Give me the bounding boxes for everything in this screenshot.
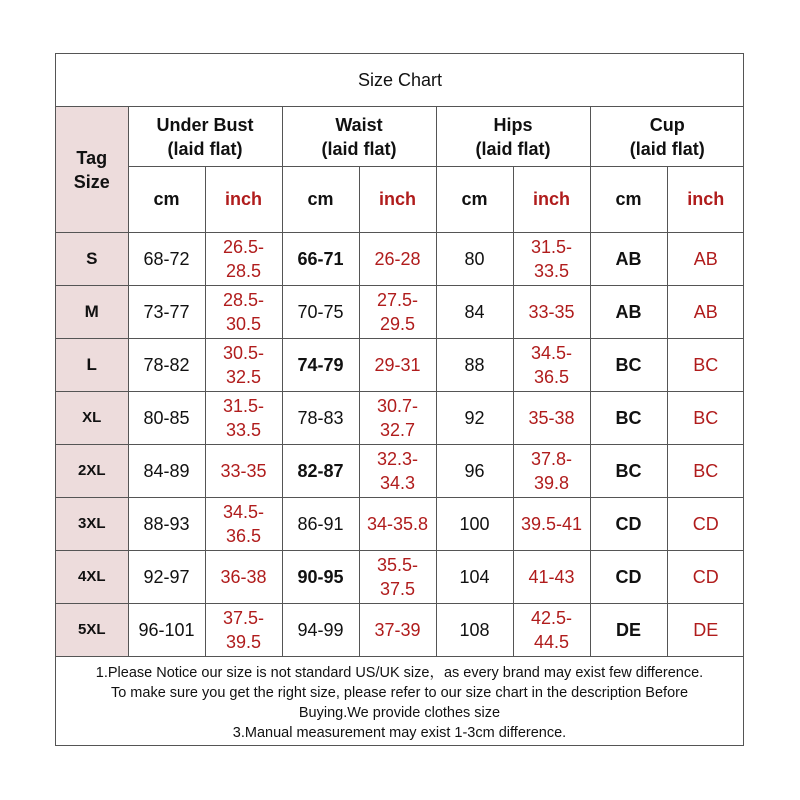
cm-cell: 84 (436, 286, 513, 339)
inch-cell (513, 339, 590, 392)
cm-cell: 88 (436, 339, 513, 392)
cm-cell: CD (590, 498, 667, 551)
cm-cell: 74-79 (282, 339, 359, 392)
group-name: Hips (493, 114, 533, 135)
unit-header-inch: inch (205, 167, 282, 233)
unit-header-inch: inch (513, 167, 590, 233)
cm-cell: 70-75 (282, 286, 359, 339)
inch-cell (359, 286, 436, 339)
table-row (56, 445, 744, 498)
chart-title: Size Chart (56, 54, 744, 107)
cm-cell: 96-101 (128, 604, 205, 657)
cell-line: 37.5- (222, 608, 265, 628)
cell-line: 44.5 (533, 632, 570, 652)
inch-cell (359, 551, 436, 604)
tag-header-line1: Tag (76, 147, 108, 168)
inch-cell: DE (667, 604, 744, 657)
inch-cell: 33-35 (205, 445, 282, 498)
cm-cell: 78-82 (128, 339, 205, 392)
cm-cell: 78-83 (282, 392, 359, 445)
cell-line: 34.5- (530, 343, 573, 363)
cm-cell: 92-97 (128, 551, 205, 604)
cm-cell: BC (590, 445, 667, 498)
cell-line: 32.7 (379, 420, 416, 440)
cm-cell: 68-72 (128, 233, 205, 286)
size-table (56, 54, 744, 657)
tag-header-line2: Size (73, 171, 110, 192)
note-line: 1.Please Notice our size is not standard US/UK size，as every brand may exist few difference. (95, 665, 704, 681)
cm-cell: 96 (436, 445, 513, 498)
tag-size-cell: 3XL (56, 498, 128, 551)
inch-cell: BC (667, 445, 744, 498)
tag-size-cell: 2XL (56, 445, 128, 498)
unit-header-inch: inch (667, 167, 744, 233)
cell-line: 30.5 (225, 314, 262, 334)
cell-line: 32.5 (225, 367, 262, 387)
cm-cell: AB (590, 233, 667, 286)
inch-cell (359, 445, 436, 498)
tag-size-cell: XL (56, 392, 128, 445)
cell-line: 28.5- (222, 290, 265, 310)
cm-cell: 108 (436, 604, 513, 657)
inch-cell: 29-31 (359, 339, 436, 392)
notes (56, 657, 743, 743)
cm-cell: 84-89 (128, 445, 205, 498)
inch-cell (205, 498, 282, 551)
size-chart (55, 53, 744, 746)
inch-cell: 35-38 (513, 392, 590, 445)
cell-line: 34.3 (379, 473, 416, 493)
note-line: Buying.We provide clothes size (298, 705, 501, 721)
cm-cell: 88-93 (128, 498, 205, 551)
group-name: Waist (335, 114, 383, 135)
cell-line: 36.5 (225, 526, 262, 546)
tag-size-cell: S (56, 233, 128, 286)
group-sub: (laid flat) (629, 138, 705, 159)
table-row (56, 498, 744, 551)
cell-line: 33.5 (225, 420, 262, 440)
group-header-under-bust (128, 107, 282, 167)
unit-header-cm: cm (128, 167, 205, 233)
inch-cell: AB (667, 233, 744, 286)
inch-cell: 37-39 (359, 604, 436, 657)
cm-cell: 90-95 (282, 551, 359, 604)
cell-line: 39.5 (225, 632, 262, 652)
group-name: Under Bust (156, 114, 254, 135)
cm-cell: BC (590, 339, 667, 392)
cm-cell: 82-87 (282, 445, 359, 498)
inch-cell: 36-38 (205, 551, 282, 604)
cm-cell: 80-85 (128, 392, 205, 445)
cell-line: 36.5 (533, 367, 570, 387)
group-header-hips (436, 107, 590, 167)
inch-cell (205, 286, 282, 339)
table-row (56, 392, 744, 445)
inch-cell: 33-35 (513, 286, 590, 339)
table-row (56, 233, 744, 286)
inch-cell (359, 392, 436, 445)
inch-cell (513, 445, 590, 498)
cm-cell: AB (590, 286, 667, 339)
table-row (56, 339, 744, 392)
note-line: To make sure you get the right size, please refer to our size chart in the description Before (110, 685, 689, 701)
cm-cell: 66-71 (282, 233, 359, 286)
group-name: Cup (649, 114, 685, 135)
cell-line: 37.8- (530, 449, 573, 469)
inch-cell (205, 339, 282, 392)
inch-cell (205, 604, 282, 657)
inch-cell: BC (667, 392, 744, 445)
cm-cell: CD (590, 551, 667, 604)
table-row (56, 551, 744, 604)
cell-line: 33.5 (533, 261, 570, 281)
cm-cell: 80 (436, 233, 513, 286)
cell-line: 37.5 (379, 579, 416, 599)
cell-line: 26.5- (222, 237, 265, 257)
inch-cell: 39.5-41 (513, 498, 590, 551)
cell-line: 42.5- (530, 608, 573, 628)
cell-line: 34.5- (222, 502, 265, 522)
cm-cell: 94-99 (282, 604, 359, 657)
unit-header-inch: inch (359, 167, 436, 233)
cm-cell: 92 (436, 392, 513, 445)
inch-cell (513, 233, 590, 286)
tag-size-header (56, 107, 128, 233)
tag-size-cell: L (56, 339, 128, 392)
cell-line: 31.5- (222, 396, 265, 416)
inch-cell: BC (667, 339, 744, 392)
group-header-cup (590, 107, 744, 167)
tag-size-cell: 5XL (56, 604, 128, 657)
inch-cell: 26-28 (359, 233, 436, 286)
cell-line: 29.5 (379, 314, 416, 334)
cell-line: 39.8 (533, 473, 570, 493)
cm-cell: 86-91 (282, 498, 359, 551)
inch-cell (205, 233, 282, 286)
group-sub: (laid flat) (475, 138, 551, 159)
inch-cell (205, 392, 282, 445)
group-header-waist (282, 107, 436, 167)
cm-cell: BC (590, 392, 667, 445)
table-row (56, 604, 744, 657)
tag-size-cell: 4XL (56, 551, 128, 604)
unit-header-cm: cm (436, 167, 513, 233)
inch-cell: 34-35.8 (359, 498, 436, 551)
cell-line: 35.5- (376, 555, 419, 575)
group-sub: (laid flat) (167, 138, 243, 159)
cm-cell: 73-77 (128, 286, 205, 339)
cm-cell: 104 (436, 551, 513, 604)
inch-cell (513, 604, 590, 657)
inch-cell: CD (667, 498, 744, 551)
inch-cell: 41-43 (513, 551, 590, 604)
inch-cell: AB (667, 286, 744, 339)
table-row (56, 286, 744, 339)
cm-cell: 100 (436, 498, 513, 551)
cell-line: 27.5- (376, 290, 419, 310)
cell-line: 32.3- (376, 449, 419, 469)
cell-line: 30.5- (222, 343, 265, 363)
group-sub: (laid flat) (321, 138, 397, 159)
note-line: 3.Manual measurement may exist 1-3cm difference. (232, 725, 567, 741)
unit-header-cm: cm (282, 167, 359, 233)
cell-line: 28.5 (225, 261, 262, 281)
inch-cell: CD (667, 551, 744, 604)
cell-line: 31.5- (530, 237, 573, 257)
cell-line: 30.7- (376, 396, 419, 416)
tag-size-cell: M (56, 286, 128, 339)
cm-cell: DE (590, 604, 667, 657)
unit-header-cm: cm (590, 167, 667, 233)
